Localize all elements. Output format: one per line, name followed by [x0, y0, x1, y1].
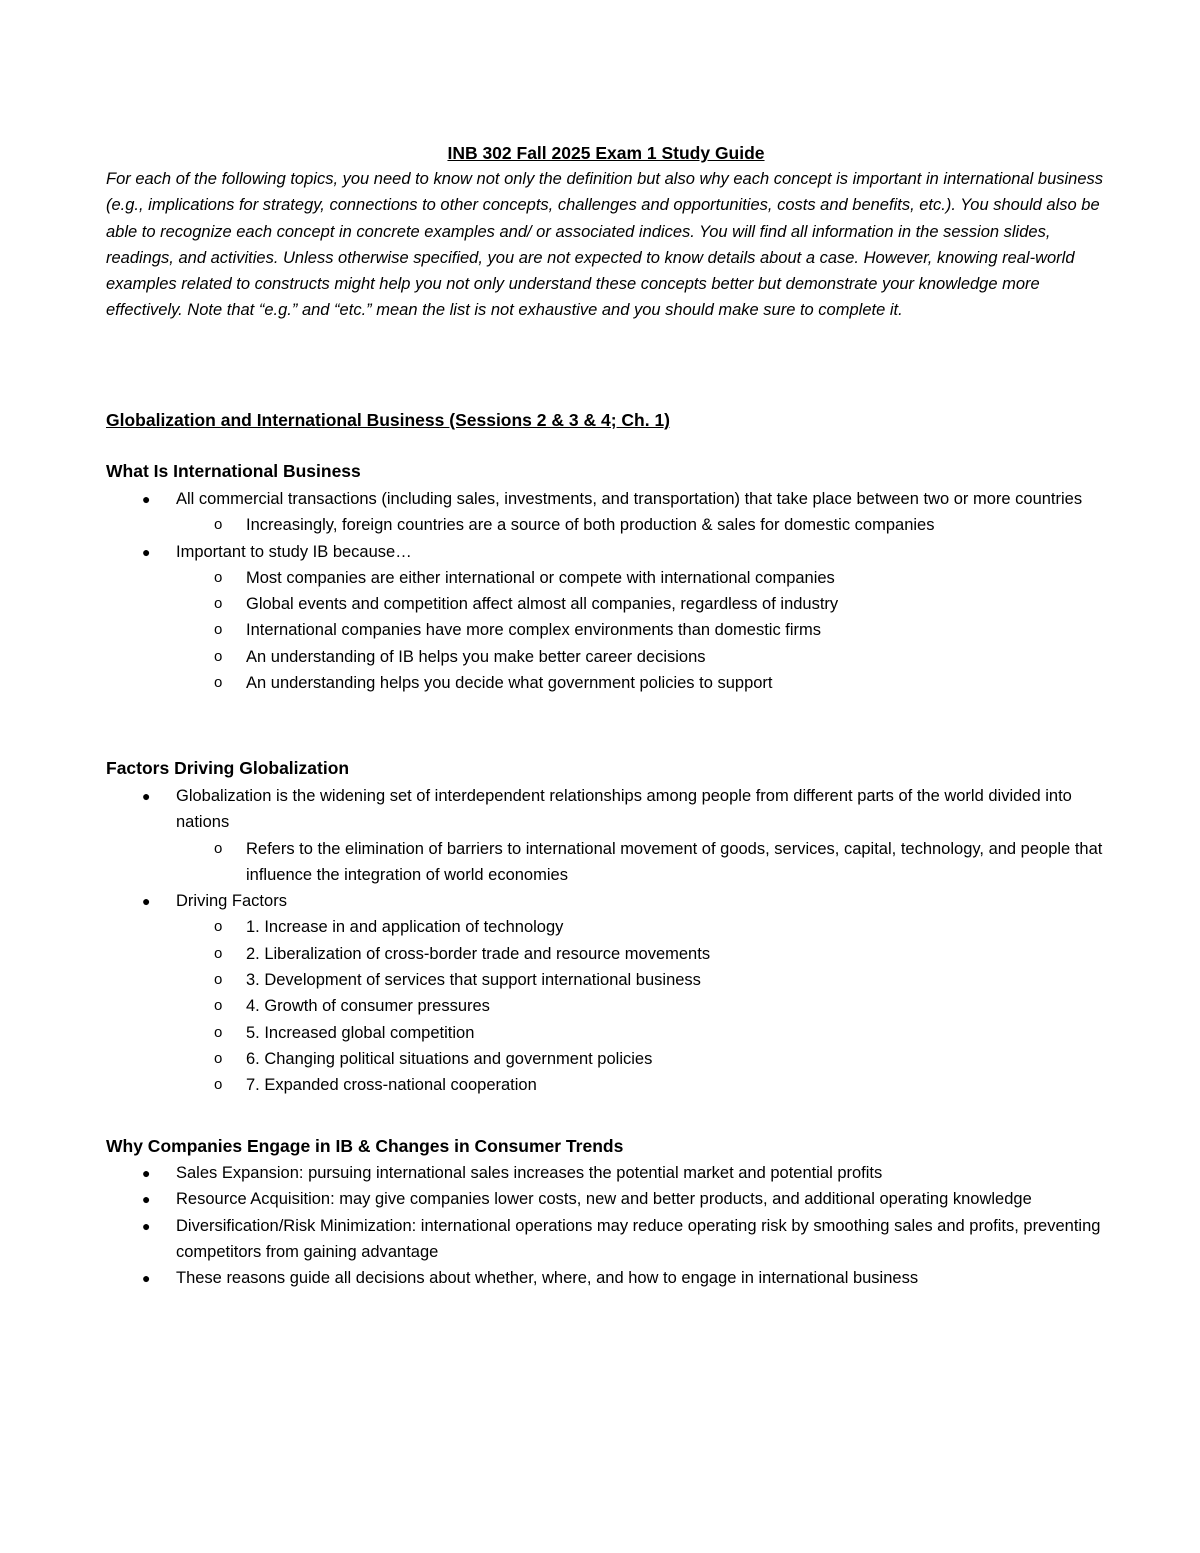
sub-list-item: [176, 836, 1106, 889]
heading-factors-driving-globalization: Factors Driving Globalization: [106, 758, 350, 778]
sub-list-item: [176, 644, 1106, 670]
sub-list-item: [176, 617, 1106, 643]
bullet-icon: ●: [142, 1165, 151, 1181]
list-item-text: Globalization is the widening set of interdependent relationships among people from different parts of the world divided into nations: [176, 787, 1072, 832]
sub-bullet-icon: o: [214, 621, 223, 639]
sub-bullet-icon: o: [214, 839, 223, 857]
sub-bullet-icon: o: [214, 516, 223, 534]
list-item: [106, 783, 1106, 888]
list-item-text: These reasons guide all decisions about whether, where, and how to engage in international business: [176, 1269, 919, 1288]
list-what-is-ib: [106, 486, 1106, 696]
bullet-icon: ●: [142, 1191, 151, 1208]
list-item: [106, 486, 1106, 539]
document-title: INB 302 Fall 2025 Exam 1 Study Guide: [447, 143, 765, 163]
list-item: [106, 1160, 1106, 1186]
sub-list-item-text: Increasingly, foreign countries are a source of both production & sales for domestic companies: [246, 516, 935, 535]
sub-list-item: [176, 993, 1106, 1019]
sub-list-item-text: 1. Increase in and application of technology: [246, 918, 564, 937]
sub-list-item-text: Global events and competition affect almost all companies, regardless of industry: [246, 595, 839, 614]
sub-list: [176, 565, 1106, 696]
sub-bullet-icon: o: [214, 568, 223, 586]
sub-bullet-icon: o: [214, 1023, 223, 1041]
sub-list-item-text: 6. Changing political situations and government policies: [246, 1049, 653, 1068]
list-item: [106, 1265, 1106, 1291]
list-item: [106, 1213, 1106, 1266]
sub-bullet-icon: o: [214, 997, 223, 1015]
sub-list-item-text: International companies have more complex environments than domestic firms: [246, 621, 822, 640]
sub-list-item: [176, 591, 1106, 617]
bullet-icon: ●: [142, 788, 151, 804]
sub-bullet-icon: o: [214, 1049, 223, 1067]
list-item: [106, 539, 1106, 697]
sub-list-item-text: 5. Increased global competition: [246, 1023, 475, 1042]
sub-list-item-text: 3. Development of services that support international business: [246, 971, 701, 990]
sub-list-item-text: 7. Expanded cross-national cooperation: [246, 1076, 537, 1095]
intro-paragraph: For each of the following topics, you need to know not only the definition but also why each concept is important in international business (e.g., implications for strategy, connections to other concepts, challenges and opportunities, costs and benefits, etc.). You should also be able to recognize each concept in concrete examples and/ or associated indices. You will find all information in the session slides, readings, and activities. Unless otherwise specified, you are not expected to know details about a case. However, knowing real-world examples related to constructs might help you not only understand these concepts better but demonstrate your knowledge more effectively. Note that “e.g.” and “etc.” mean the list is not exhaustive and you should make sure to complete it.: [106, 170, 1104, 320]
study-guide-page: [106, 140, 1106, 1288]
list-item: [106, 1186, 1106, 1212]
list-item-text: Driving Factors: [176, 892, 287, 911]
bullet-icon: ●: [142, 491, 151, 507]
sub-bullet-icon: o: [214, 674, 223, 692]
sub-list-item: [176, 670, 1106, 696]
sub-bullet-icon: o: [214, 971, 223, 989]
list-item-text: Resource Acquisition: may give companies lower costs, new and better products, and additional operating knowledge: [176, 1190, 1032, 1209]
sub-list-item: [176, 1072, 1106, 1098]
bullet-icon: ●: [142, 543, 151, 560]
list-item-text: All commercial transactions (including sales, investments, and transportation) that take place between two or more countries: [176, 490, 1083, 508]
list-item-text: Important to study IB because…: [176, 542, 412, 561]
sub-bullet-icon: o: [214, 595, 223, 613]
sub-list-item: [176, 941, 1106, 967]
sub-list-item: [176, 1020, 1106, 1046]
sub-bullet-icon: o: [214, 647, 223, 665]
sub-list: [176, 836, 1106, 889]
sub-list: [176, 512, 1106, 538]
sub-list-item: [176, 565, 1106, 591]
sub-list-item: [176, 967, 1106, 993]
list-factors: [106, 783, 1106, 1099]
sub-list-item-text: 2. Liberalization of cross-border trade and resource movements: [246, 944, 711, 963]
sub-list-item-text: 4. Growth of consumer pressures: [246, 997, 490, 1016]
list-item: [106, 888, 1106, 1098]
sub-list: [176, 914, 1106, 1098]
sub-list-item-text: An understanding helps you decide what government policies to support: [246, 674, 773, 693]
sub-list-item-text: Most companies are either international or compete with international companies: [246, 568, 835, 587]
sub-list-item-text: Refers to the elimination of barriers to international movement of goods, services, capital, technology, and people that influence the integration of world economies: [246, 839, 1103, 884]
sub-bullet-icon: o: [214, 918, 223, 936]
sub-bullet-icon: o: [214, 1076, 223, 1094]
heading-why-companies-engage: Why Companies Engage in IB & Changes in Consumer Trends: [106, 1136, 624, 1156]
heading-what-is-ib: What Is International Business: [106, 461, 361, 481]
bullet-icon: ●: [142, 1270, 151, 1287]
list-item-text: Diversification/Risk Minimization: international operations may reduce operating risk by smoothing sales and profits, preventing competitors from gaining advantage: [176, 1216, 1101, 1261]
list-item-text: Sales Expansion: pursuing international sales increases the potential market and potential profits: [176, 1164, 883, 1182]
sub-list-item-text: An understanding of IB helps you make better career decisions: [246, 647, 706, 666]
sub-bullet-icon: o: [214, 944, 223, 962]
list-why-engage: [106, 1160, 1106, 1291]
sub-list-item: [176, 1046, 1106, 1072]
bullet-icon: ●: [142, 1217, 151, 1234]
bullet-icon: ●: [142, 893, 151, 910]
section-heading-globalization: Globalization and International Business (Sessions 2 & 3 & 4; Ch. 1): [106, 410, 670, 430]
sub-list-item: [176, 512, 1106, 538]
sub-list-item: [176, 914, 1106, 940]
